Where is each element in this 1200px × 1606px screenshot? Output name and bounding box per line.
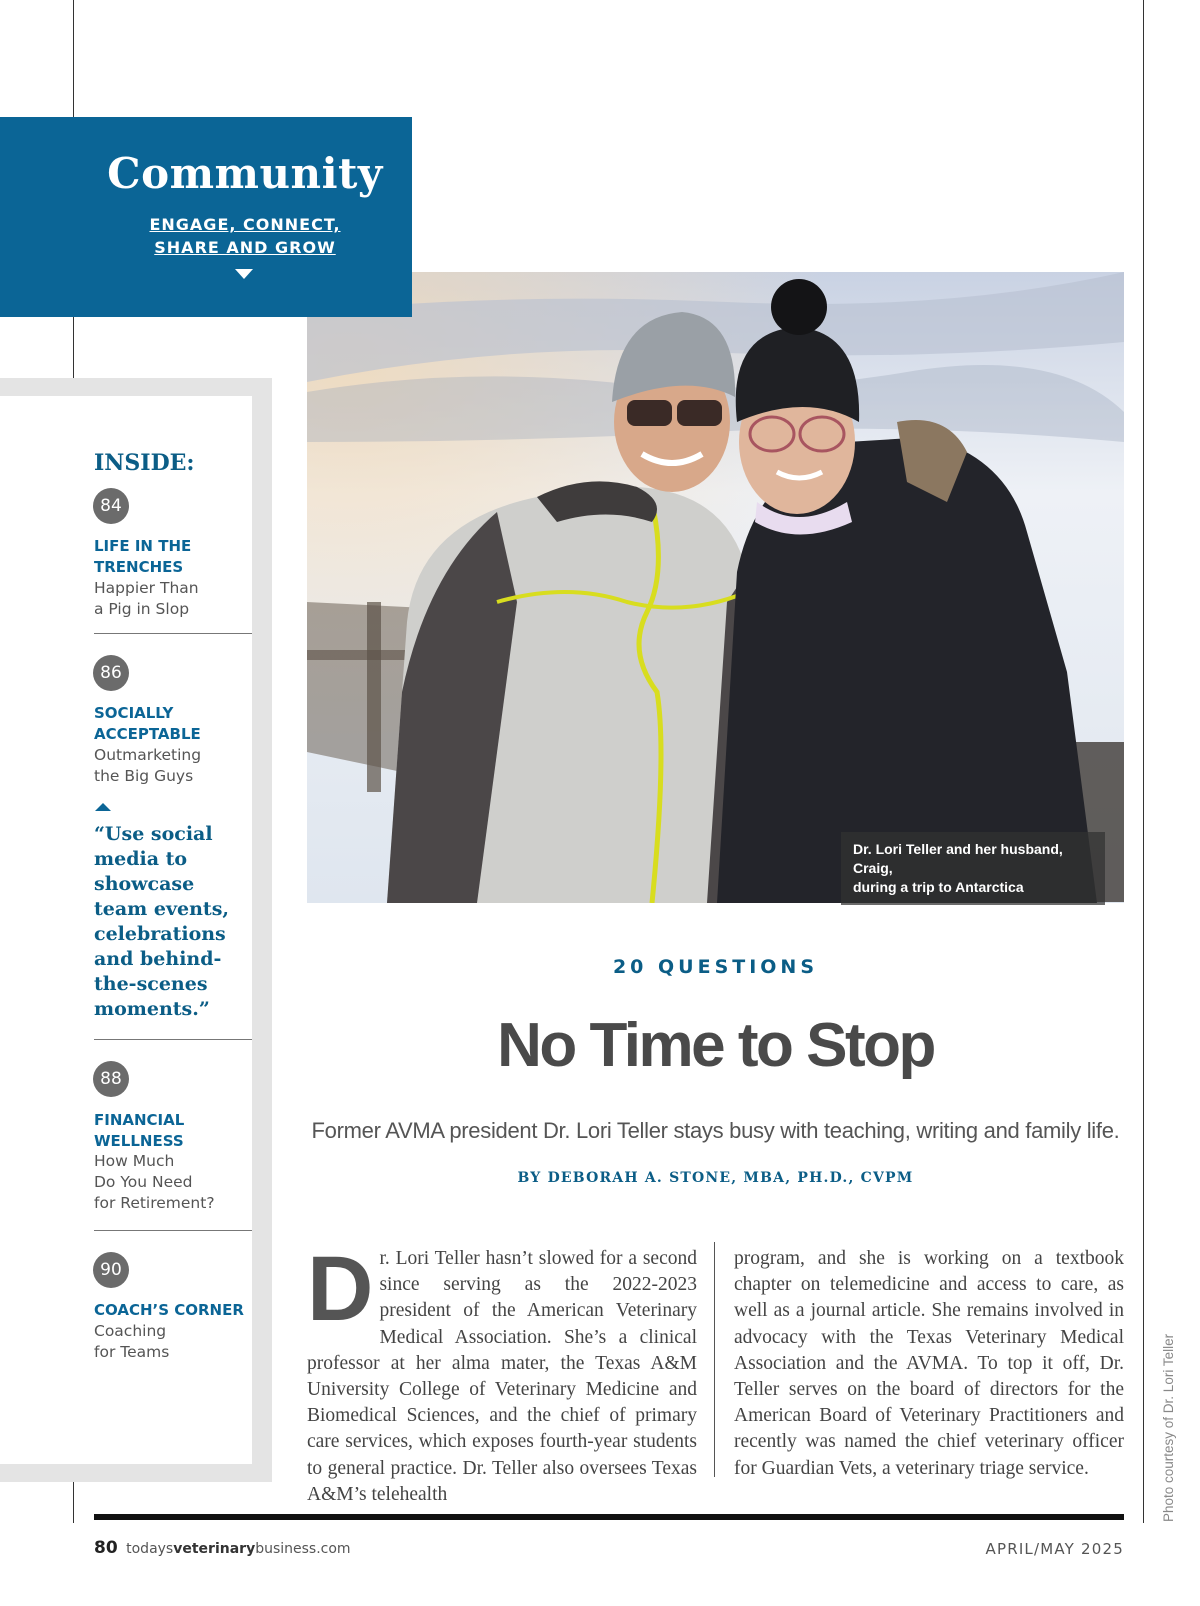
footer-rule (94, 1514, 1124, 1520)
column-divider (714, 1242, 715, 1477)
section-subtitle-line-1: ENGAGE, CONNECT, (149, 215, 341, 234)
toc-title-line: FINANCIAL (94, 1111, 185, 1129)
toc-title-line: TRENCHES (94, 558, 184, 576)
toc-sub-line: Outmarketing (94, 746, 202, 764)
body-column-1 (307, 1238, 697, 1508)
body-column-2: program, and she is working on a textbook chapter on telemedicine and access to care, as well as a journal article. She remains involved in advocacy with the Texas Veterinary Medical Association and the AVMA. To top it off, Dr. Teller serves on the board of directors for the American Board of Veterinary Practitioners and recently was named the chief veterinary officer for Guardian Vets, a veterinary triage service. (734, 1248, 1124, 1479)
caption-line-2: during a trip to Antarctica (853, 879, 1024, 895)
triangle-up-icon (95, 803, 111, 811)
toc-title-line: WELLNESS (94, 1132, 184, 1150)
issue-date: APRIL/MAY 2025 (985, 1540, 1124, 1558)
toc-sub-line: Happier Than (94, 579, 199, 597)
page-number-badge[interactable]: 90 (93, 1252, 129, 1288)
page-number-badge[interactable]: 84 (93, 488, 129, 524)
toc-item-title[interactable] (94, 703, 244, 745)
toc-title-line: LIFE IN THE (94, 537, 192, 555)
toc-sub-line: Do You Need (94, 1173, 193, 1191)
site-url-emphasis: veterinary (173, 1541, 256, 1557)
toc-divider (94, 633, 252, 634)
article-kicker: 20 QUESTIONS (612, 956, 819, 978)
page-number: 80 (94, 1538, 118, 1558)
page-number-badge[interactable]: 88 (93, 1061, 129, 1097)
section-subtitle-line-2: SHARE AND GROW (154, 238, 336, 257)
article-headline: No Time to Stop (497, 1011, 934, 1080)
drop-cap: D (307, 1238, 374, 1340)
site-url-prefix: todays (126, 1541, 174, 1557)
right-margin-rule (1143, 0, 1144, 1523)
toc-item-title[interactable] (94, 1300, 244, 1321)
toc-divider (94, 1230, 252, 1231)
site-url-suffix: business.com (255, 1541, 351, 1557)
toc-sub-line: for Teams (94, 1343, 170, 1361)
toc-title-line: SOCIALLY (94, 704, 174, 722)
section-subtitle (0, 213, 490, 259)
toc-item-title[interactable] (94, 536, 244, 578)
toc-item-subtitle (94, 1151, 244, 1214)
toc-title-line: COACH’S CORNER (94, 1301, 244, 1319)
toc-sub-line: the Big Guys (94, 767, 194, 785)
toc-item-subtitle (94, 578, 244, 620)
page-number-badge[interactable]: 86 (93, 655, 129, 691)
toc-divider (94, 1039, 252, 1040)
article-dek: Former AVMA president Dr. Lori Teller stays busy with teaching, writing and family life. (311, 1118, 1120, 1143)
article-byline: BY DEBORAH A. STONE, MBA, PH.D., CVPM (517, 1170, 914, 1186)
section-banner (0, 117, 412, 317)
sidebar-heading: INSIDE: (94, 450, 195, 476)
toc-item-title[interactable] (94, 1110, 244, 1152)
toc-sub-line: for Retirement? (94, 1194, 215, 1212)
chevron-down-icon (235, 269, 253, 279)
caption-line-1: Dr. Lori Teller and her husband, Craig, (853, 841, 1063, 876)
pull-quote: “Use social media to showcase team events, celebrations and behind-the-scenes moments.” (94, 823, 230, 1020)
footer-folio (94, 1538, 351, 1558)
toc-sub-line: Coaching (94, 1322, 167, 1340)
toc-sub-line: How Much (94, 1152, 175, 1170)
photo-caption (841, 832, 1105, 905)
toc-title-line: ACCEPTABLE (94, 725, 201, 743)
toc-item-subtitle (94, 745, 244, 787)
body-text-1: r. Lori Teller hasn’t slowed for a second since serving as the 2022-2023 president of the American Veterinary Medical Association. She’s a clinical professor at her alma mater, the Texas A&M University College of Veterinary Medicine and Biomedical Sciences, and the chief of primary care services, which exposes fourth-year students to general practice. Dr. Teller also oversees Texas A&M’s telehealth (307, 1248, 697, 1505)
site-url[interactable] (126, 1541, 350, 1557)
toc-sub-line: a Pig in Slop (94, 600, 190, 618)
photo-credit: Photo courtesy of Dr. Lori Teller (1161, 1333, 1176, 1522)
article-photo (307, 272, 1124, 903)
toc-item-subtitle (94, 1321, 244, 1363)
section-title: Community (107, 149, 383, 198)
